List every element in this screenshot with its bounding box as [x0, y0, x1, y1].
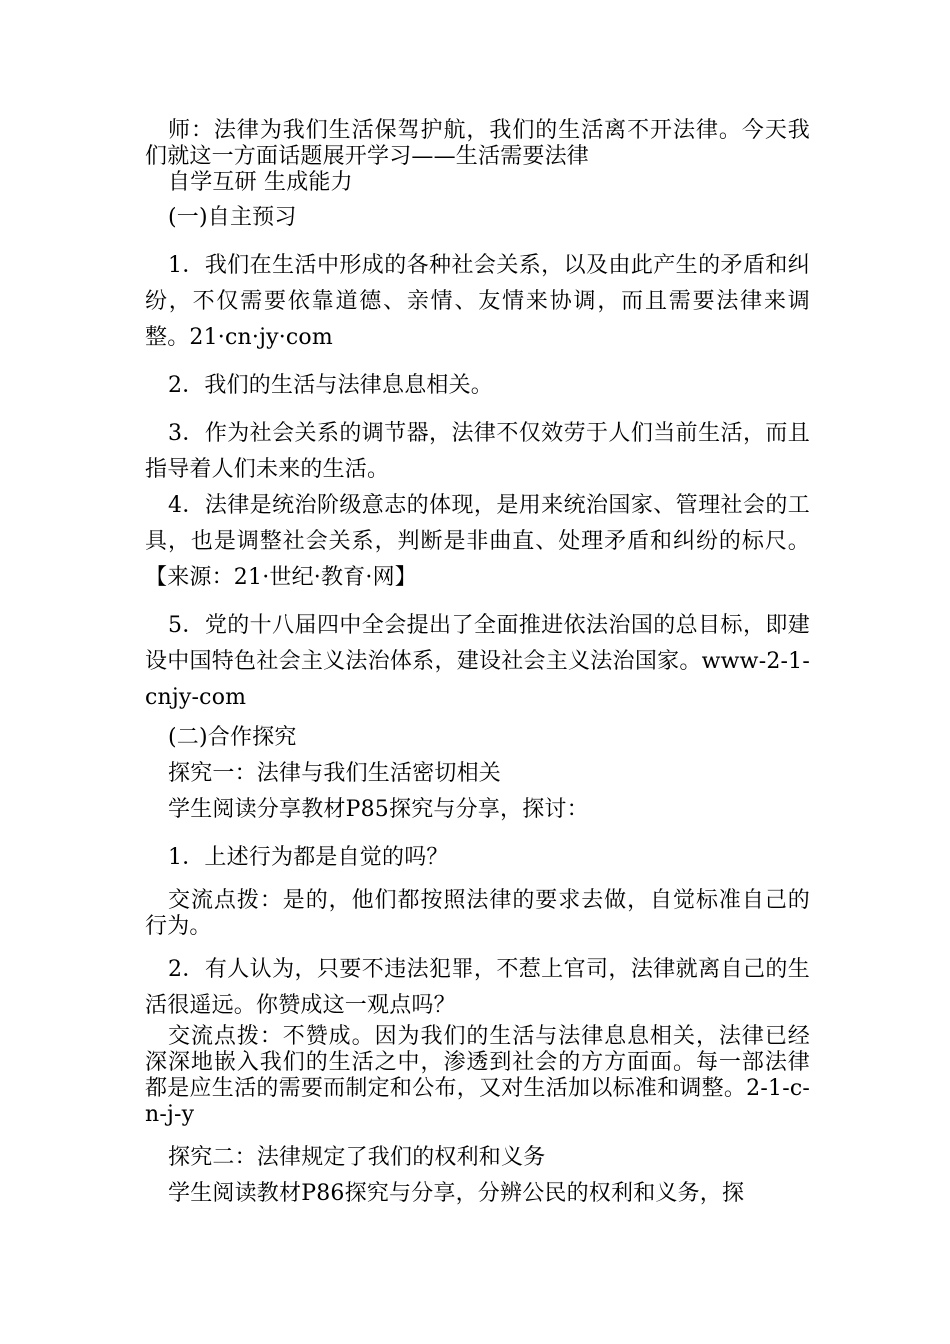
- inquiry-two-title: 探究二：法律规定了我们的权利和义务: [168, 1145, 546, 1170]
- inquiry-one-instruction: 学生阅读分享教材P85探究与分享，探讨：: [168, 797, 589, 822]
- intro-paragraph: 师：法律为我们生活保驾护航，我们的生活离不开法律。今天我们就这一方面话题展开学习——生活需要法律: [145, 118, 810, 169]
- self-study-item-1: 1．我们在生活中形成的各种社会关系，以及由此产生的矛盾和纠纷，不仅需要依靠道德、亲情、友情来协调，而且需要法律来调整。21·cn·jy·com: [145, 253, 810, 350]
- self-study-item-5: 5．党的十八届四中全会提出了全面推进依法治国的总目标，即建设中国特色社会主义法治体系，建设社会主义法治国家。www-2-1-cnjy-com: [145, 613, 810, 710]
- inquiry-one-question-2: 2．有人认为，只要不违法犯罪，不惹上官司，法律就离自己的生活很遥远。你赞成这一观点吗？: [145, 957, 810, 1018]
- inquiry-one-question-1: 1．上述行为都是自觉的吗？: [168, 845, 449, 870]
- subsection-heading-self-study: (一)自主预习: [168, 205, 297, 230]
- inquiry-two-instruction: 学生阅读教材P86探究与分享，分辨公民的权利和义务，探: [168, 1181, 745, 1206]
- self-study-item-3: 3．作为社会关系的调节器，法律不仅效劳于人们当前生活，而且指导着人们未来的生活。: [145, 421, 810, 482]
- section-heading: 自学互研 生成能力: [168, 170, 353, 195]
- inquiry-one-title: 探究一：法律与我们生活密切相关: [168, 761, 502, 786]
- subsection-heading-cooperation: (二)合作探究: [168, 725, 297, 750]
- self-study-item-2: 2．我们的生活与法律息息相关。: [168, 373, 493, 398]
- inquiry-one-answer-1: 交流点拨：是的，他们都按照法律的要求去做，自觉标准自己的行为。: [145, 888, 810, 939]
- inquiry-one-answer-2: 交流点拨：不赞成。因为我们的生活与法律息息相关，法律已经深深地嵌入我们的生活之中，渗透到社会的方方面面。每一部法律都是应生活的需要而制定和公布，又对生活加以标准和调整。2-1-c-n-j-y: [145, 1024, 810, 1127]
- document-page: [145, 118, 810, 1212]
- self-study-item-4: 4．法律是统治阶级意志的体现，是用来统治国家、管理社会的工具，也是调整社会关系，判断是非曲直、处理矛盾和纠纷的标尺。【来源：21·世纪·教育·网】: [145, 493, 810, 590]
